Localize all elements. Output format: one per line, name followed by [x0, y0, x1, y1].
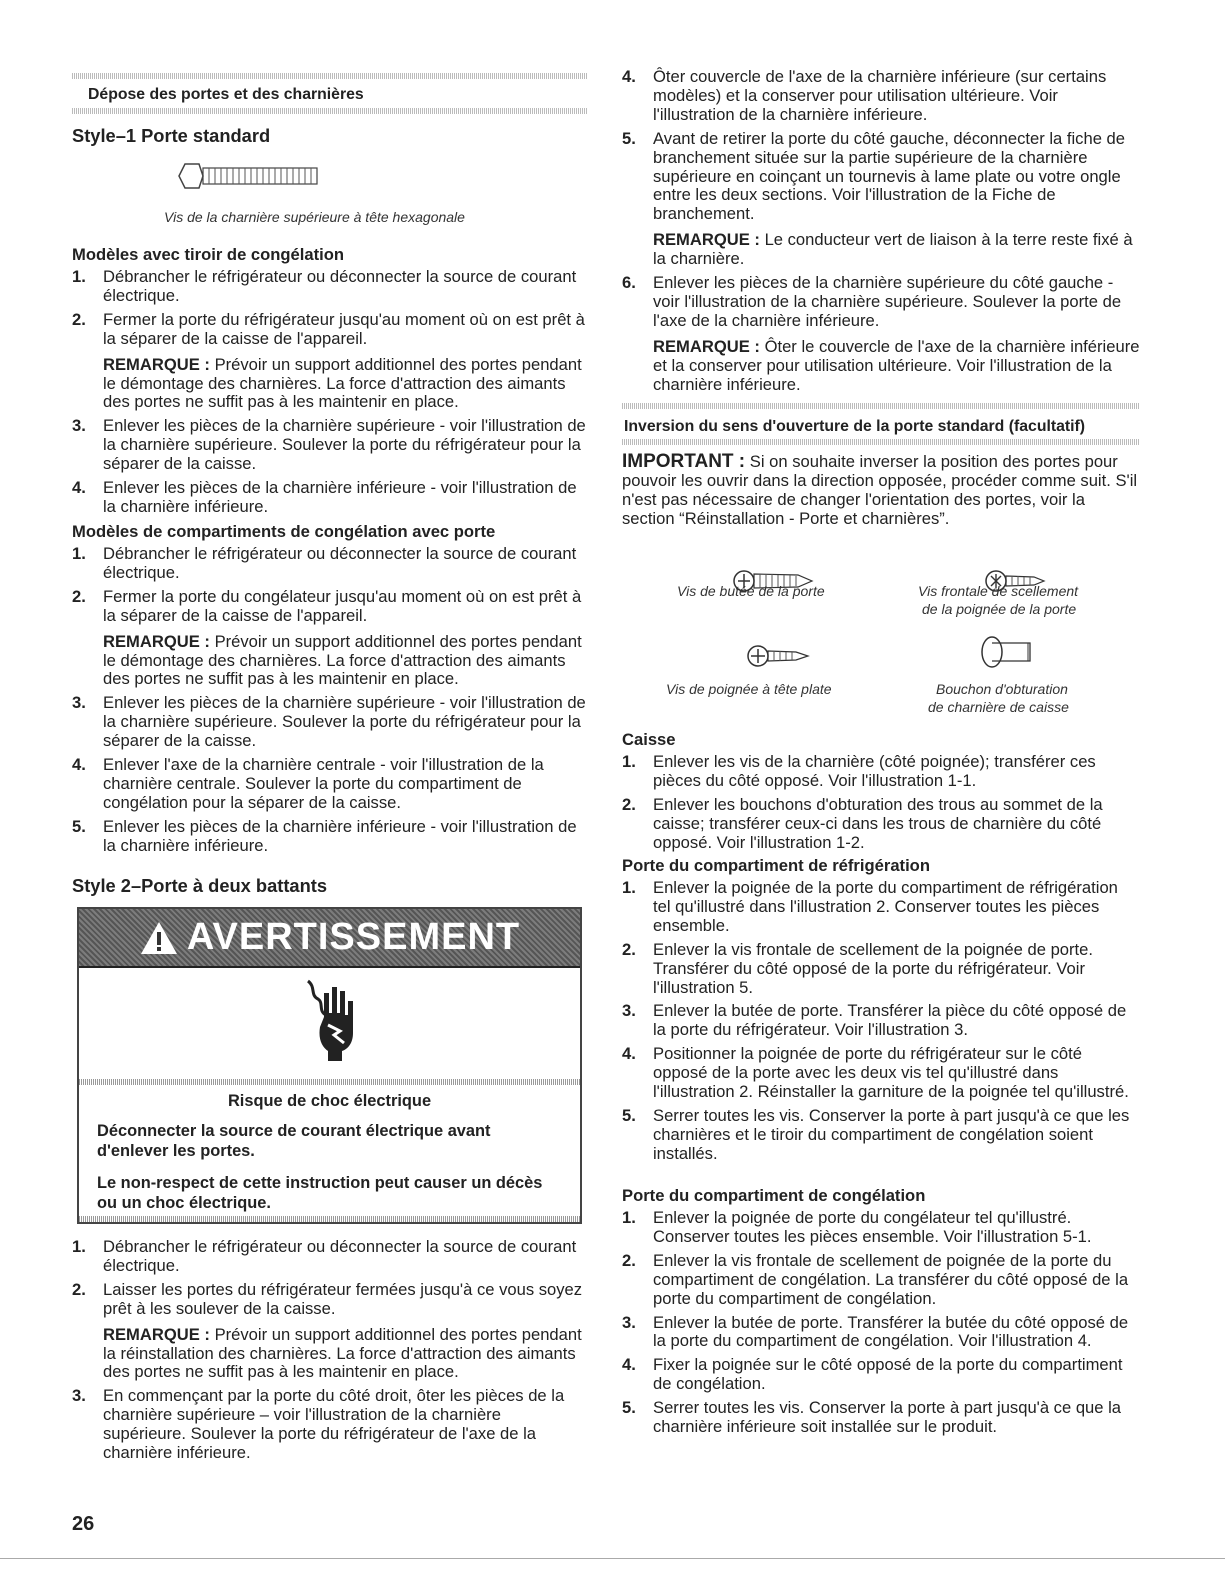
section-rule-top — [72, 73, 587, 79]
electric-shock-icon — [304, 977, 364, 1065]
handle-front-caption-1: Vis frontale de scellement — [918, 583, 1079, 599]
section-rule-top — [622, 403, 1140, 409]
freezer-drawer-block — [72, 245, 587, 522]
section-rule-bottom — [622, 439, 1140, 445]
list-item: 2. Fermer la porte du réfrigérateur jusqu'au moment où on est prêt à la séparer de la caisse de l'appareil. REMARQUE : Prévoir un support additionnel des portes pendant le démontage des charnières. La force d'attraction des aimants des portes ne suffit pas à les maintenir en place. — [72, 311, 587, 413]
note: REMARQUE : Prévoir un support additionnel des portes pendant la réinstallation des charnières. La force d'attraction des aimants des portes ne suffit pas à les maintenir en place. — [103, 1324, 582, 1382]
warning-line2: Le non-respect de cette instruction peut causer un décès ou un choc électrique. — [97, 1174, 543, 1212]
freezer-drawer-heading: Modèles avec tiroir de congélation — [72, 245, 345, 264]
hex-screw-caption: Vis de la charnière supérieure à tête hexagonale — [164, 209, 465, 225]
hinge-plug-caption-1: Bouchon d'obturation — [936, 681, 1068, 697]
list-item: 1. Débrancher le réfrigérateur ou déconnecter la source de courant électrique. — [72, 267, 577, 305]
style1-title: Style–1 Porte standard — [72, 125, 271, 146]
caisse-block — [622, 730, 1140, 858]
list-item: 5. Serrer toutes les vis. Conserver la porte à part jusqu'à ce que la charnière inférieure soit installée sur le produit. — [622, 1398, 1122, 1437]
flat-head-caption: Vis de poignée à tête plate — [666, 681, 832, 697]
warning-triangle-icon — [139, 920, 179, 956]
freezer-door-block-right — [622, 1186, 1140, 1442]
important-paragraph: IMPORTANT : Si on souhaite inverser la position des portes pour pouvoir les ouvrir dans la direction opposée, procéder comme suit. S'il n'est pas nécessaire de changer l'orientation des portes, voir la section “Réinstallation - Porte et charnières”. — [622, 451, 1138, 528]
fridge-door-heading: Porte du compartiment de réfrigération — [622, 856, 930, 875]
freezer-door-block — [72, 522, 587, 861]
list-item: 3. Enlever les pièces de la charnière supérieure - voir l'illustration de la charnière supérieure. Soulever la porte du réfrigérateur pour la séparer de la caisse. — [72, 693, 586, 751]
hinge-plug-icon — [980, 635, 1040, 669]
bottom-rule — [0, 1558, 1225, 1559]
note: REMARQUE : Prévoir un support additionnel des portes pendant le démontage des charnières. La force d'attraction des aimants des portes ne suffit pas à les maintenir en place. — [103, 631, 582, 689]
warning-banner-text: AVERTISSEMENT — [186, 916, 521, 958]
continued-steps — [622, 68, 1140, 400]
list-item: 3. Enlever la butée de porte. Transférer la pièce du côté opposé de la porte du réfrigérateur. Voir l'illustration 3. — [622, 1001, 1127, 1040]
freezer-door-heading: Modèles de compartiments de congélation avec porte — [72, 522, 496, 541]
list-item: 1. Débrancher le réfrigérateur ou déconnecter la source de courant électrique. — [72, 544, 577, 582]
style2-title: Style 2–Porte à deux battants — [72, 875, 328, 896]
note: REMARQUE : Ôter le couvercle de l'axe de la charnière inférieure et la conserver pour utilisation ultérieure. Voir l'illustration de la charnière inférieure. — [653, 336, 1140, 394]
page-number: 26 — [72, 1513, 95, 1535]
warning-rule-bottom — [79, 1216, 580, 1222]
flat-head-screw-icon — [746, 643, 826, 669]
list-item: 4. Enlever l'axe de la charnière centrale - voir l'illustration de la charnière centrale. Soulever la porte du compartiment de congélation pour la séparer de la caisse. — [72, 755, 544, 812]
style2-block — [72, 1238, 587, 1468]
warning-risk: Risque de choc électrique — [227, 1092, 432, 1110]
list-item: 1. Débrancher le réfrigérateur ou déconnecter la source de courant électrique. — [72, 1237, 577, 1275]
hinge-plug-caption-2: de charnière de caisse — [928, 699, 1069, 715]
hex-screw-icon — [175, 158, 335, 194]
list-item: 4. Fixer la poignée sur le côté opposé de la porte du compartiment de congélation. — [622, 1355, 1123, 1394]
list-item: 2. Enlever les bouchons d'obturation des trous au sommet de la caisse; transférer ceux-ci dans les trous de charnière du côté opposé. Voir l'illustration 1-2. — [622, 794, 1103, 852]
warning-box — [77, 907, 582, 1224]
caisse-heading: Caisse — [622, 730, 676, 749]
list-item: 3. En commençant par la porte du côté droit, ôter les pièces de la charnière supérieure – voir l'illustration de la charnière supérieure. Soulever la porte du réfrigérateur de l'axe de la charnière inférieure. — [72, 1386, 565, 1463]
list-item: 5. Avant de retirer la porte du côté gauche, déconnecter la fiche de branchement située sur la partie supérieure de la charnière supérieure en coinçant un tournevis à lame plate ou votre ongle entre les deux sections. Voir l'illustration de la Fiche de branchement. REMARQUE : Le conducteur vert de liaison à la terre reste fixé à la charnière. — [622, 130, 1140, 269]
list-item: 2. Enlever la vis frontale de scellement de la poignée de porte. Transférer du côté opposé de la porte du réfrigérateur. Voir l'illustration 5. — [622, 939, 1094, 997]
list-item: 6. Enlever les pièces de la charnière supérieure du côté gauche - voir l'illustration de la charnière supérieure. Soulever la porte de l'axe de la charnière inférieure. REMARQUE : Ôter le couvercle de l'axe de la charnière inférieure et la conserver pour utilisation ultérieure. Voir l'illustration de la charnière inférieure. — [622, 273, 1140, 394]
list-item: 1. Enlever les vis de la charnière (côté poignée); transférer ces pièces du côté opposé. Voir l'illustration 1-1. — [622, 752, 1096, 790]
list-item: 4. Ôter couvercle de l'axe de la charnière inférieure (sur certains modèles) et la conserver pour utilisation ultérieure. Voir l'illustration de la charnière inférieure. — [622, 67, 1107, 124]
freezer-door-heading: Porte du compartiment de congélation — [622, 1186, 926, 1205]
list-item: 2. Laisser les portes du réfrigérateur fermées jusqu'à ce vous soyez prêt à les soulever de la caisse. REMARQUE : Prévoir un support additionnel des portes pendant la réinstallation des charnières. La force d'attraction des aimants des portes ne suffit pas à les maintenir en place. — [72, 1281, 587, 1383]
list-item: 1. Enlever la poignée de porte du congélateur tel qu'illustré. Conserver toutes les pièces ensemble. Voir l'illustration 5-1. — [622, 1208, 1092, 1246]
fridge-door-block — [622, 856, 1140, 1169]
list-item: 3. Enlever les pièces de la charnière supérieure - voir l'illustration de la charnière supérieure. Soulever la porte du réfrigérateur pour la séparer de la caisse. — [72, 416, 586, 474]
list-item: 5. Enlever les pièces de la charnière inférieure - voir l'illustration de la charnière inférieure. — [72, 816, 577, 855]
warning-rule — [79, 1079, 580, 1085]
note: REMARQUE : Prévoir un support additionnel des portes pendant le démontage des charnières. La force d'attraction des aimants des portes ne suffit pas à les maintenir en place. — [103, 354, 582, 412]
list-item: 2. Fermer la porte du congélateur jusqu'au moment où on est prêt à la séparer de la caisse de l'appareil. REMARQUE : Prévoir un support additionnel des portes pendant le démontage des charnières. La force d'attraction des aimants des portes ne suffit pas à les maintenir en place. — [72, 588, 587, 690]
section-title: Dépose des portes et des charnières — [88, 86, 364, 103]
list-item: 5. Serrer toutes les vis. Conserver la porte à part jusqu'à ce que les charnières et le tiroir du compartiment de congélation soient installés. — [622, 1105, 1130, 1163]
door-stop-caption: Vis de butée de la porte — [677, 583, 825, 599]
list-item: 4. Positionner la poignée de porte du réfrigérateur sur le côté opposé de la porte avec les deux vis tel qu'illustré dans l'illustration 2. Réinstaller la garniture de la poignée tel qu'illustré. — [622, 1044, 1129, 1102]
reversal-section-title: Inversion du sens d'ouverture de la porte standard (facultatif) — [624, 418, 1086, 435]
list-item: 2. Enlever la vis frontale de scellement de poignée de la porte du compartiment de congélation. La transférer du côté opposé de la porte du compartiment de congélation. — [622, 1250, 1129, 1308]
list-item: 4. Enlever les pièces de la charnière inférieure - voir l'illustration de la charnière inférieure. — [72, 478, 577, 516]
list-item: 1. Enlever la poignée de la porte du compartiment de réfrigération tel qu'illustré dans l'illustration 2. Conserver toutes les pièces ensemble. — [622, 878, 1118, 935]
warning-banner — [79, 909, 580, 968]
note: REMARQUE : Le conducteur vert de liaison à la terre reste fixé à la charnière. — [653, 230, 1133, 269]
warning-line1: Déconnecter la source de courant électrique avant d'enlever les portes. — [97, 1122, 491, 1160]
section-rule-bottom — [72, 108, 587, 114]
handle-front-caption-2: de la poignée de la porte — [922, 601, 1077, 617]
list-item: 3. Enlever la butée de porte. Transférer la butée du côté opposé de la porte du compartiment de congélation. Voir l'illustration 4. — [622, 1312, 1129, 1351]
